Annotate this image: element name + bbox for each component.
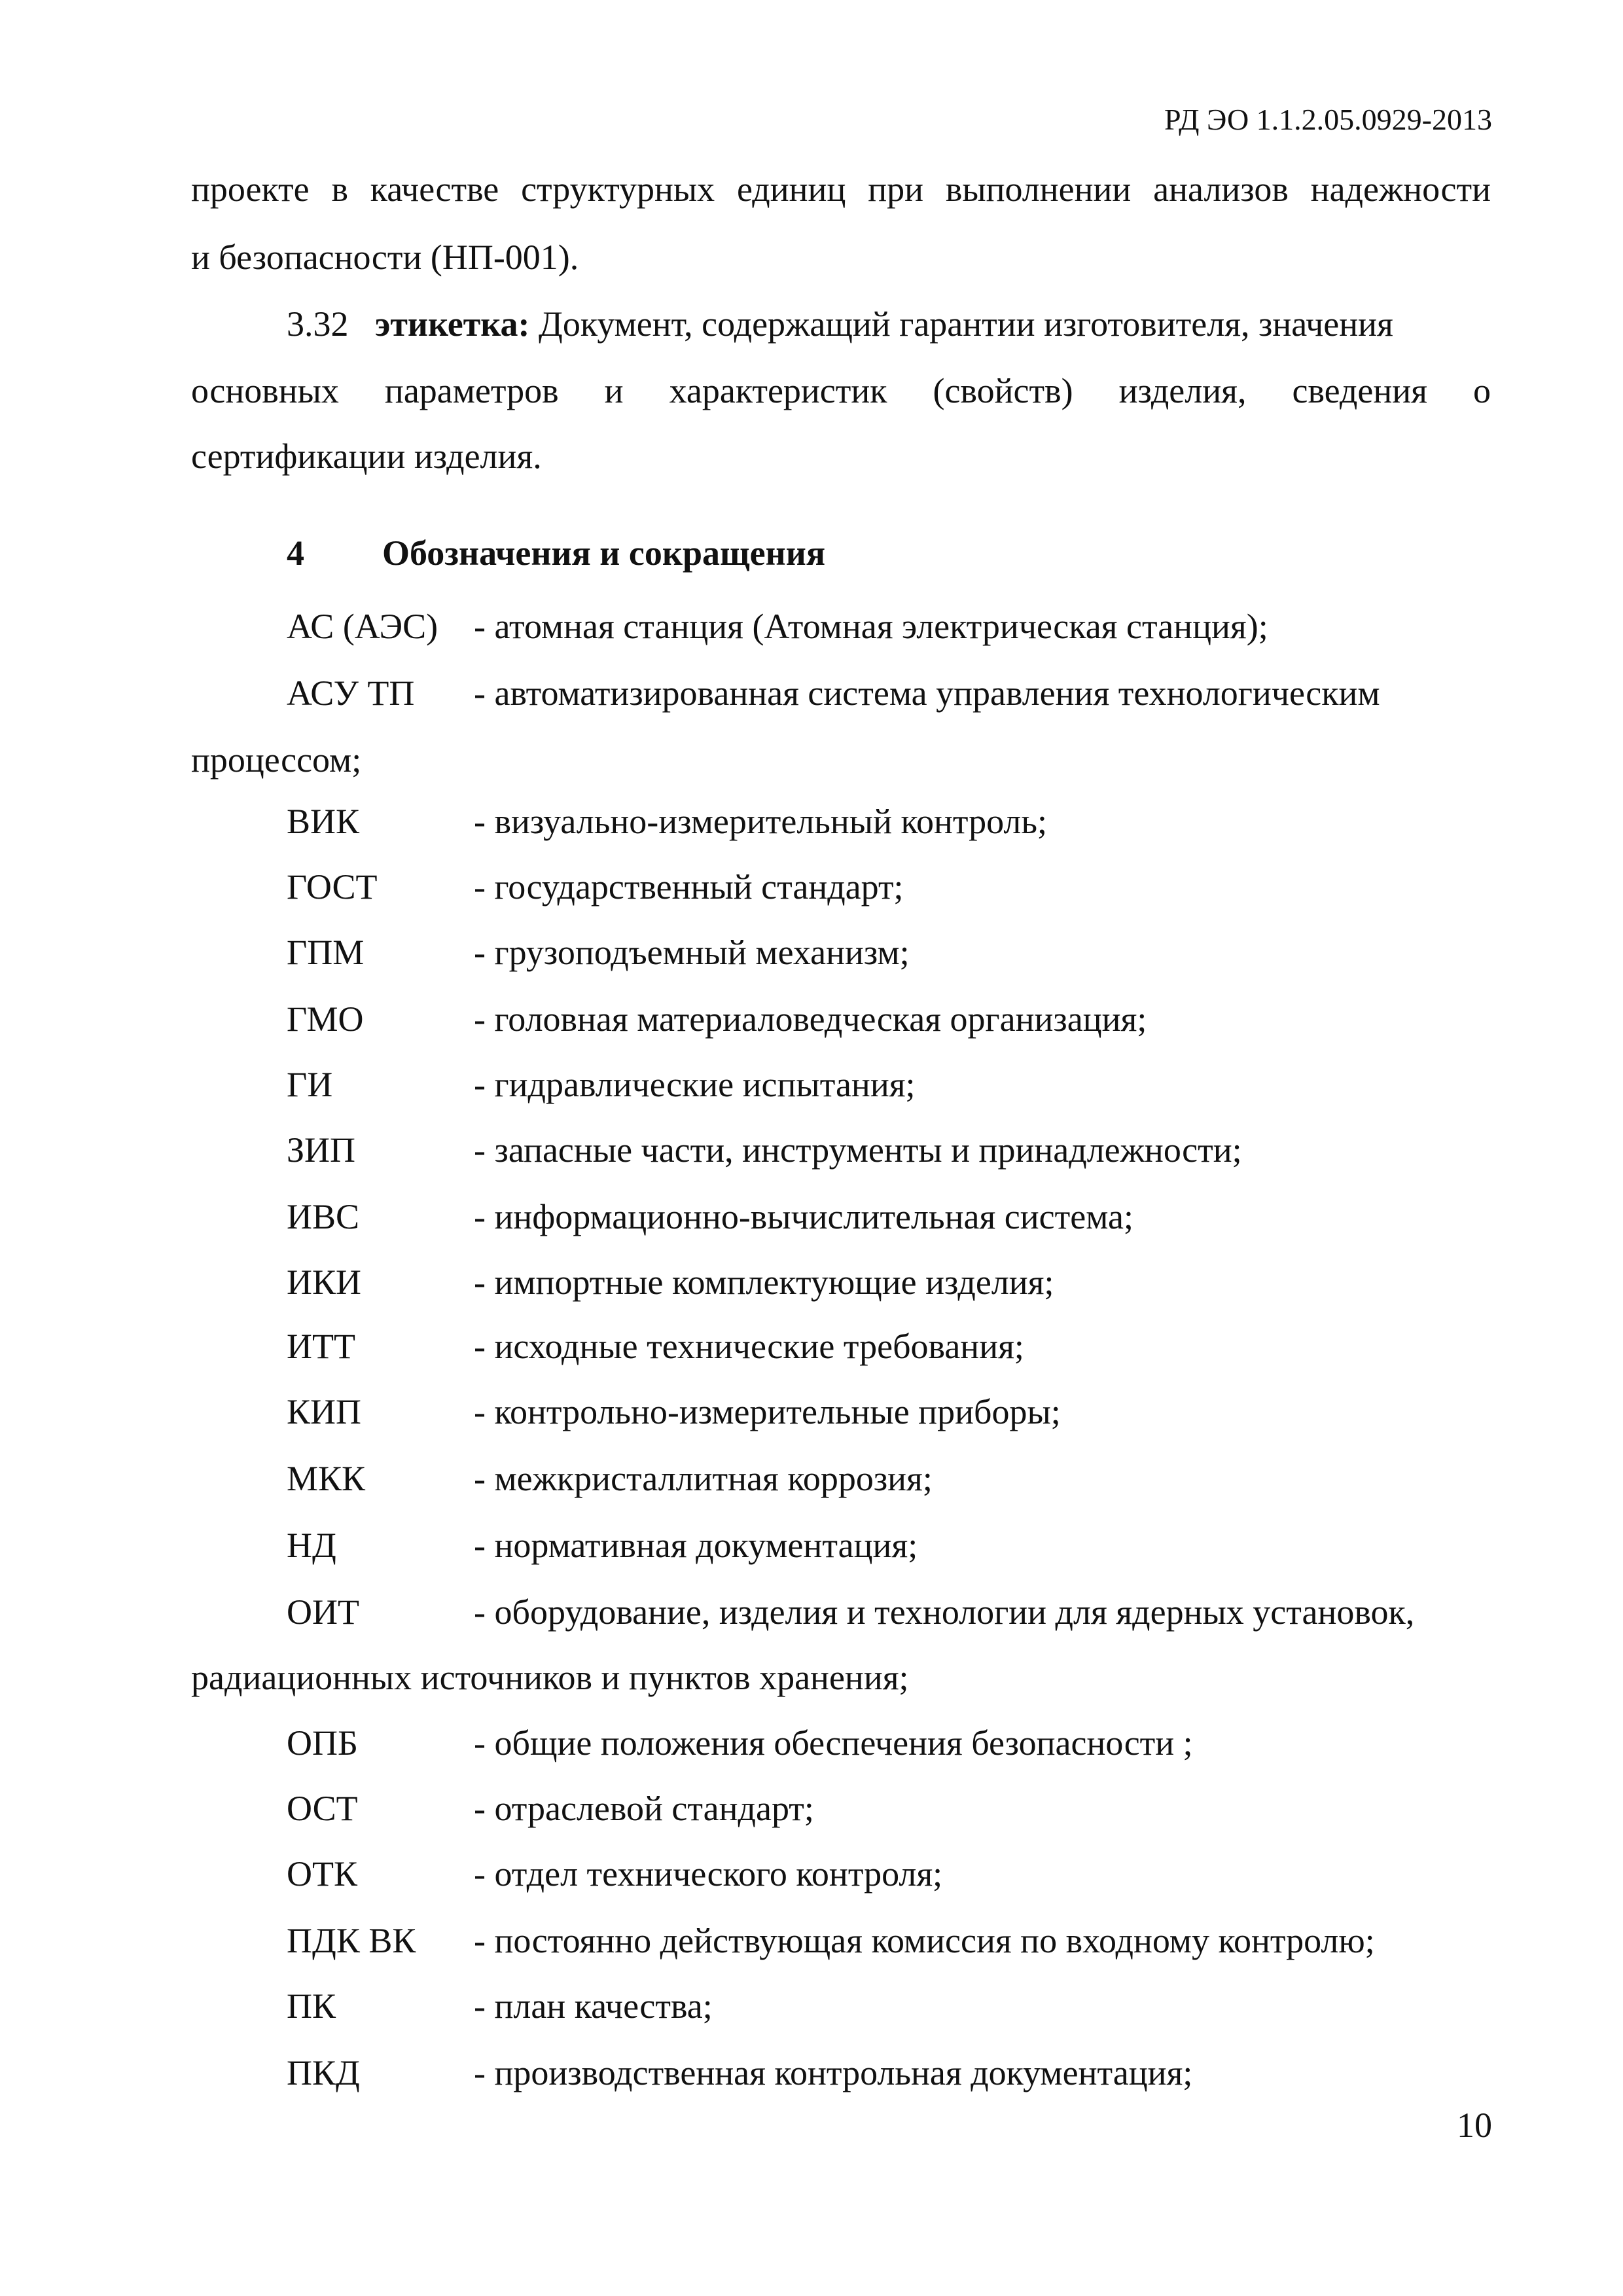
abbreviation-term: АС (АЭС) <box>287 607 438 646</box>
abbreviation-definition: - план качества; <box>474 1986 713 2026</box>
section-title: Обозначения и сокращения <box>382 533 826 573</box>
term-name: этикетка: <box>375 304 530 344</box>
abbreviation-term: ОСТ <box>287 1789 358 1828</box>
abbreviation-term: ГПМ <box>287 933 365 972</box>
abbreviation-definition: - головная материаловедческая организация; <box>474 999 1147 1039</box>
abbreviation-term: ГОСТ <box>287 867 378 906</box>
abbreviation-definition: - отраслевой стандарт; <box>474 1789 814 1828</box>
abbreviation-term: ГИ <box>287 1065 333 1104</box>
intro-line-1: проекте в качестве структурных единиц при выполнении анализов надежности <box>191 170 1491 209</box>
abbreviation-term: ИКИ <box>287 1263 362 1302</box>
abbreviation-term: ВИК <box>287 802 360 841</box>
abbreviation-definition: - грузоподъемный механизм; <box>474 933 910 972</box>
abbreviation-term: ЗИП <box>287 1130 356 1170</box>
abbreviation-term: ПК <box>287 1986 336 2026</box>
abbreviation-definition: - гидравлические испытания; <box>474 1065 916 1104</box>
abbreviation-definition: - атомная станция (Атомная электрическая станция); <box>474 607 1268 646</box>
abbreviation-term: ИВС <box>287 1197 360 1236</box>
section-number: 4 <box>287 533 304 573</box>
abbreviation-definition: - нормативная документация; <box>474 1526 918 1565</box>
abbreviation-definition: - оборудование, изделия и технологии для ядерных установок, <box>474 1592 1415 1632</box>
abbreviation-definition: - импортные комплектующие изделия; <box>474 1263 1054 1302</box>
abbreviation-definition: - автоматизированная система управления технологическим <box>474 673 1380 713</box>
document-code: РД ЭО 1.1.2.05.0929-2013 <box>1164 103 1492 136</box>
abbreviation-definition: - отдел технического контроля; <box>474 1854 943 1893</box>
abbreviation-definition: - визуально-измерительный контроль; <box>474 802 1047 841</box>
abbreviation-term: ГМО <box>287 999 364 1039</box>
abbreviation-term: ПКД <box>287 2053 360 2092</box>
term-332-line-2: основных параметров и характеристик (свойств) изделия, сведения о <box>191 371 1491 410</box>
abbreviation-definition: - производственная контрольная документация; <box>474 2053 1193 2092</box>
abbreviation-definition: - информационно-вычислительная система; <box>474 1197 1133 1236</box>
term-number: 3.32 <box>287 304 349 344</box>
abbreviation-definition: - запасные части, инструменты и принадлежности; <box>474 1130 1242 1170</box>
abbreviation-definition: - государственный стандарт; <box>474 867 904 906</box>
abbreviation-definition-continuation: радиационных источников и пунктов хранения; <box>191 1658 909 1697</box>
abbreviation-definition: - исходные технические требования; <box>474 1327 1024 1366</box>
abbreviation-term: АСУ ТП <box>287 673 415 713</box>
abbreviation-definition: - общие положения обеспечения безопасности ; <box>474 1723 1193 1763</box>
abbreviation-term: ИТТ <box>287 1327 355 1366</box>
abbreviation-term: ОИТ <box>287 1592 359 1632</box>
intro-line-2: и безопасности (НП-001). <box>191 238 579 277</box>
abbreviation-term: МКК <box>287 1459 366 1498</box>
abbreviation-term: НД <box>287 1526 336 1565</box>
abbreviation-term: ОПБ <box>287 1723 359 1763</box>
term-332-line-1 <box>287 306 1393 342</box>
abbreviation-definition: - контрольно-измерительные приборы; <box>474 1392 1061 1431</box>
abbreviation-term: ОТК <box>287 1854 357 1893</box>
abbreviation-definition: - постоянно действующая комиссия по входному контролю; <box>474 1921 1375 1960</box>
page-number: 10 <box>1457 2106 1492 2145</box>
abbreviation-definition: - межкристаллитная коррозия; <box>474 1459 933 1498</box>
term-definition-start: Документ, содержащий гарантии изготовителя, значения <box>539 304 1393 344</box>
abbreviation-term: ПДК ВК <box>287 1921 416 1960</box>
term-332-line-3: сертификации изделия. <box>191 437 542 476</box>
abbreviation-term: КИП <box>287 1392 362 1431</box>
abbreviation-definition-continuation: процессом; <box>191 740 362 780</box>
